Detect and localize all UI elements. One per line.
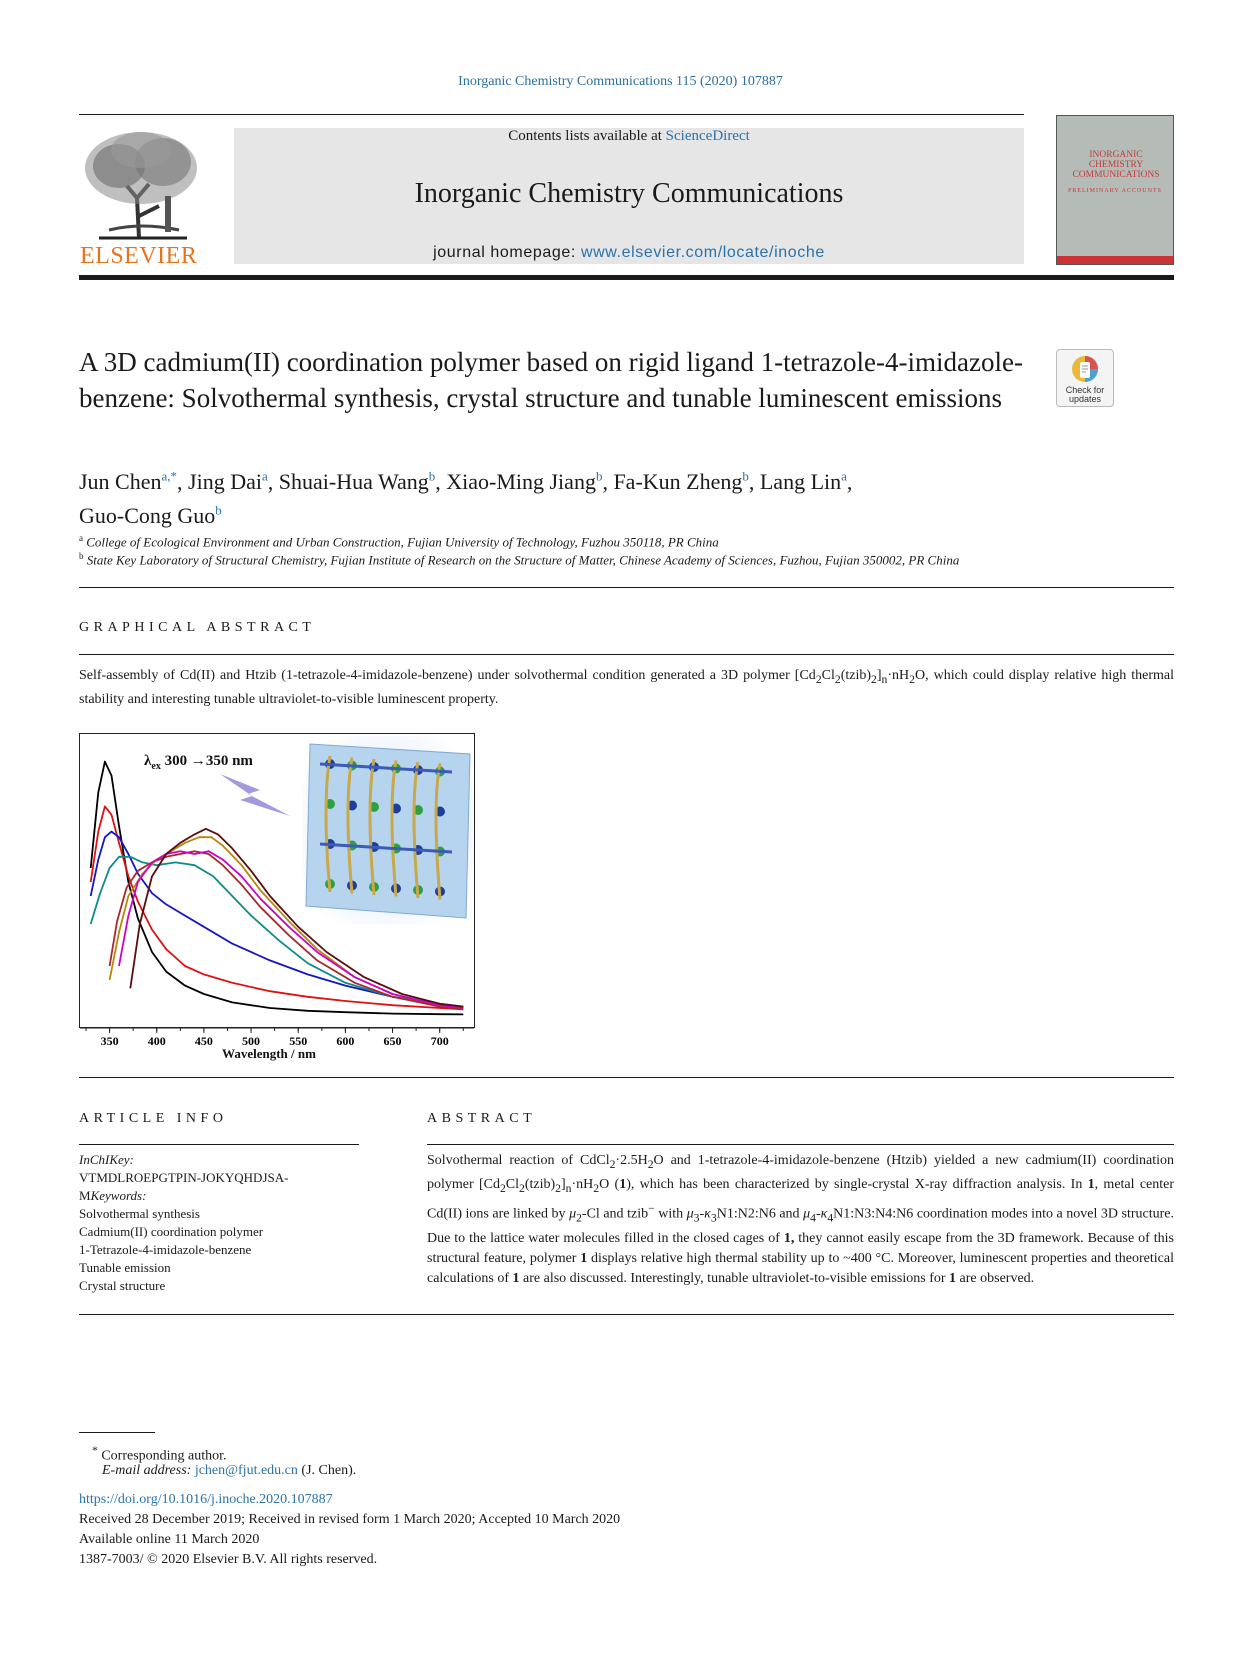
copyright: 1387-7003/ © 2020 Elsevier B.V. All rights reserved. [79,1552,378,1567]
keyword[interactable]: Crystal structure [79,1278,166,1293]
doi-link[interactable]: https://doi.org/10.1016/j.inoche.2020.107887 [79,1492,333,1507]
x-tick-label: 500 [242,1034,261,1048]
divider [79,1144,359,1145]
x-axis [79,1027,479,1063]
divider [79,1314,1174,1315]
contents-line [234,128,1024,145]
x-tick-label: 600 [336,1034,355,1048]
keyword[interactable]: Cadmium(II) coordination polymer [79,1224,264,1239]
author[interactable]: Jun Chen$^{a,*}$ [79,469,178,495]
divider [427,1144,1174,1145]
check-for-updates-button[interactable] [1056,349,1114,407]
emission-spectra-chart [80,734,474,1027]
x-tick-label: 550 [289,1034,308,1048]
email-link[interactable]: jchen@fjut.edu.cn [194,1463,298,1478]
inchikey-value: VTMDLROEPGTPIN-JOKYQHDJSA- [79,1170,289,1185]
journal-cover-thumbnail[interactable] [1056,115,1174,265]
footnote-marker: * [92,1444,98,1457]
journal-reference[interactable]: Inorganic Chemistry Communications 115 (2020) 107887 [458,74,783,89]
keyword[interactable]: Solvothermal synthesis [79,1206,200,1221]
inchikey-line2: MKeywords: [79,1188,147,1203]
author[interactable]: Lang Lin$^a$ [759,469,847,495]
inchikey-label: InChIKey: [79,1152,134,1167]
journal-title: Inorganic Chemistry Communications [414,178,844,209]
divider [79,1077,1174,1078]
crystal-structure-inset [302,736,474,924]
abstract-text: Solvothermal reaction of $CdCl_2\cdot 2.5H_2O$ and 1-tetrazole-4-imidazole-benzene (Htzib) yielded a new cadmium(II) coordination polymer $[Cd_2Cl_2(tzib)_2]_n\cdot nH_2O$ (1), which has been characterized by single-crystal X-ray diffraction analysis. In 1, metal center Cd(II) ions are linked by $\mu_2-Cl$ and tzib− with $\mu_3-\kappa_3N1:N2:N6$ and $\mu_4-\kappa_4N1:N3:N4:N6$ coordination modes into a novel 3D structure. Due to the lattice water molecules filled in the closed cages of 1, they cannot easily escape from the 3D framework. Because of this structural feature, polymer 1 displays relative high thermal stability up to ~400 °C. Moreover, luminescent properties and theoretical calculations of 1 are also discussed. Interestingly, tunable ultraviolet-to-visible emissions for 1 are observed. [427,1153,1175,1287]
x-tick-label: 350 [100,1034,119,1048]
cover-bottom-band [1057,256,1173,264]
footnote-rule [79,1432,155,1433]
journal-homepage [234,244,1024,262]
divider [79,654,1174,655]
check-updates-icon [1070,354,1100,384]
author[interactable]: Xiao-Ming Jiang$^b$ [446,469,603,495]
author[interactable]: Fa-Kun Zheng$^b$ [613,469,749,495]
author-list: Jun Chen$^{a,*}$, Jing Dai$^a$, Shuai-Hua Wang$^b$, Xiao-Ming Jiang$^b$, Fa-Kun Zheng$^b$, Lang Lin$^a$, Guo-Cong Guo$^b$ [79,469,853,528]
excitation-arrow-icon [220,774,290,816]
keyword[interactable]: 1-Tetrazole-4-imidazole-benzene [79,1242,252,1257]
header-top-rule [79,114,1024,115]
received-dates: Received 28 December 2019; Received in revised form 1 March 2020; Accepted 10 March 2020 [79,1512,621,1527]
author[interactable]: Guo-Cong Guo$^b$ [79,502,222,528]
x-tick-label: 700 [430,1034,449,1048]
email-line: E-mail address: jchen@fjut.edu.cn (J. Chen). [102,1463,357,1478]
homepage-prefix: journal homepage: [433,244,581,261]
publisher-wordmark: ELSEVIER [80,243,198,269]
author[interactable]: Shuai-Hua Wang$^b$ [278,469,436,495]
cover-subtitle: PRELIMINARY ACCOUNTS [1068,188,1162,194]
x-axis-label: Wavelength / nm [222,1046,316,1061]
homepage-link[interactable]: www.elsevier.com/locate/inoche [580,244,825,261]
divider [79,587,1174,588]
available-online: Available online 11 March 2020 [79,1532,260,1547]
x-tick-label: 450 [194,1034,213,1048]
header-bottom-rule [79,275,1174,280]
article-title: A 3D cadmium(II) coordination polymer based on rigid ligand 1-tetrazole-4-imidazole-benzene: Solvothermal synthesis, crystal structure and tunable luminescent emissions [79,347,1023,413]
excitation-annotation: $\lambda_{ex}$ 300 →350 nm [144,753,253,772]
x-tick-label: 650 [383,1034,402,1048]
check-updates-label: Check for updates [1065,385,1105,404]
sciencedirect-link[interactable]: ScienceDirect [665,128,750,144]
author[interactable]: Jing Dai$^a$ [188,469,268,495]
affiliation-a: $^a$ College of Ecological Environment and Urban Construction, Fujian University of Technology, Fuzhou 350118, PR China [79,533,719,550]
cover-title: INORGANIC CHEMISTRY COMMUNICATIONS [1072,150,1160,180]
x-tick-label: 400 [147,1034,166,1048]
elsevier-tree-icon [79,126,205,242]
graphical-abstract-heading: GRAPHICAL ABSTRACT [79,620,316,635]
article-info-heading: ARTICLE INFO [79,1111,228,1126]
abstract-heading: ABSTRACT [427,1111,537,1126]
emission-spectra-figure [79,733,475,1028]
graphical-abstract-text: Self-assembly of Cd(II) and Htzib (1-tetrazole-4-imidazole-benzene) under solvothermal condition generated a 3D polymer $[Cd_2Cl_2(tzib)_2]_n\cdot nH_2O$, which could display relative high thermal stability and interesting tunable ultraviolet-to-visible luminescent property. [79,668,1174,707]
affiliation-b: $^b$ State Key Laboratory of Structural Chemistry, Fujian Institute of Research on the Structure of Matter, Chinese Academy of Sciences, Fuzhou, Fujian 350002, PR China [79,551,960,568]
contents-prefix: Contents lists available at [508,128,666,144]
corresponding-author-note: * Corresponding author. [92,1444,227,1464]
keyword[interactable]: Tunable emission [79,1260,171,1275]
